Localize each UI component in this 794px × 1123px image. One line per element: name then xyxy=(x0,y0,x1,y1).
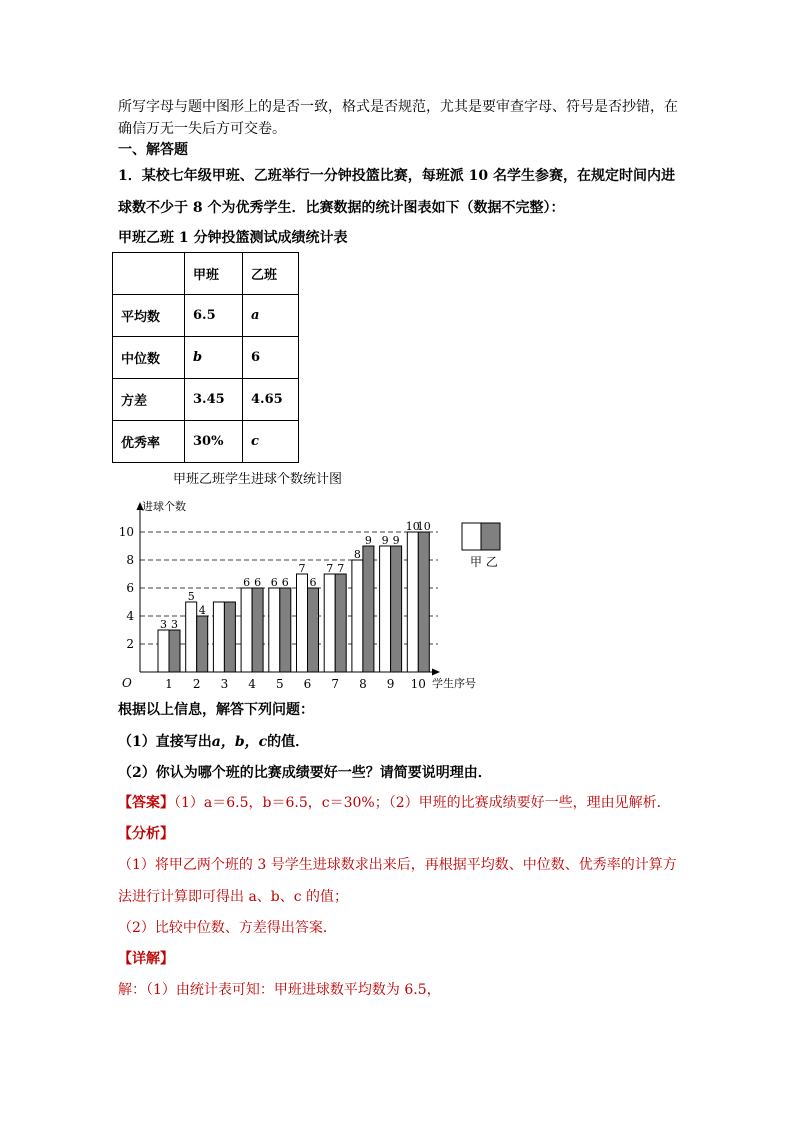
legend-swatch-乙 xyxy=(481,523,500,550)
intro-line-1: 所写字母与题中图形上的是否一致，格式是否规范，尤其是要审查字母、符号是否抄错，在 xyxy=(118,99,678,115)
bar-data-label: 3 xyxy=(171,618,178,631)
table-cell: 方差 xyxy=(113,379,185,421)
table-cell: 6.5 xyxy=(185,295,243,337)
bar-乙 xyxy=(363,546,374,672)
bar-甲 xyxy=(297,574,308,672)
x-tick-label: 1 xyxy=(165,677,173,691)
table-row xyxy=(113,421,299,463)
bar-甲 xyxy=(269,588,280,672)
table-caption: 甲班乙班 1 分钟投篮测试成绩统计表 xyxy=(118,230,348,246)
y-tick-label: 2 xyxy=(126,637,134,651)
x-tick-label: 10 xyxy=(410,677,426,691)
x-tick-label: 9 xyxy=(386,677,395,691)
answer-line xyxy=(118,794,671,812)
table-header-row xyxy=(113,253,299,295)
bar-乙 xyxy=(335,574,346,672)
intro-line-2: 确信万无一失后方可交卷。 xyxy=(118,121,286,137)
bar-乙 xyxy=(252,588,263,672)
x-tick-label: 8 xyxy=(359,677,367,691)
bar-乙 xyxy=(391,546,402,672)
y-tick-label: 8 xyxy=(126,553,134,567)
table-cell: 平均数 xyxy=(113,295,185,337)
bar-data-label: 10 xyxy=(405,520,420,533)
table-cell: b xyxy=(185,337,243,379)
bar-data-label: 6 xyxy=(254,576,262,589)
table-cell: 中位数 xyxy=(113,337,185,379)
table-cell: c xyxy=(243,421,299,463)
table-header-cell: 甲班 xyxy=(185,253,243,295)
bar-data-label: 7 xyxy=(326,562,334,575)
sub-question-1-end: 的值． xyxy=(267,734,310,750)
analysis-tag: 【分析】 xyxy=(118,826,174,842)
y-tick-label: 6 xyxy=(126,581,134,595)
table-row xyxy=(113,379,299,421)
bar-data-label: 9 xyxy=(381,534,389,547)
table-row xyxy=(113,295,299,337)
bar-乙 xyxy=(280,588,291,672)
sub-question-1-vars: a，b，c xyxy=(211,734,268,750)
bar-data-label: 9 xyxy=(392,534,400,547)
bar-data-label: 4 xyxy=(198,604,206,617)
bar-data-label: 5 xyxy=(187,590,195,603)
question-line-2: 球数不少于 8 个为优秀学生．比赛数据的统计图表如下（数据不完整）： xyxy=(118,200,565,216)
bar-乙 xyxy=(197,616,208,672)
bar-甲 xyxy=(324,574,335,672)
x-tick-label: 6 xyxy=(303,677,312,691)
x-axis-arrow xyxy=(432,669,440,676)
section-title: 一、解答题 xyxy=(118,142,188,158)
x-axis-label: 学生序号 xyxy=(432,677,476,690)
bar-乙 xyxy=(169,630,180,672)
legend-label: 甲 乙 xyxy=(470,555,498,569)
bar-乙 xyxy=(308,588,319,672)
chart-title: 甲班乙班学生进球个数统计图 xyxy=(173,472,343,487)
table-header-cell: 乙班 xyxy=(243,253,299,295)
bar-乙 xyxy=(418,532,429,672)
bar-data-label: 6 xyxy=(243,576,251,589)
analysis-line-2: 法进行计算即可得出 a、b、c 的值； xyxy=(118,889,349,905)
bar-乙 xyxy=(224,602,235,672)
bar-data-label: 7 xyxy=(298,562,306,575)
table-cell: 30% xyxy=(185,421,243,463)
y-axis-label: 进球个数 xyxy=(142,500,186,513)
bar-data-label: 8 xyxy=(353,548,361,561)
x-tick-label: 3 xyxy=(220,677,229,691)
x-tick-label: 4 xyxy=(248,677,256,691)
bar-data-label: 9 xyxy=(364,534,372,547)
table-header-cell xyxy=(113,253,185,295)
bar-chart xyxy=(118,494,518,694)
bar-data-label: 3 xyxy=(160,618,167,631)
bar-data-label: 6 xyxy=(309,576,317,589)
bar-data-label: 7 xyxy=(337,562,345,575)
bar-data-label: 6 xyxy=(281,576,289,589)
origin-label: O xyxy=(122,676,132,690)
sub-question-1-text: （1）直接写出 xyxy=(118,734,212,750)
bar-data-label: 10 xyxy=(416,520,431,533)
answer-tag: 【答案】 xyxy=(118,795,174,811)
x-tick-label: 5 xyxy=(275,677,284,691)
bar-甲 xyxy=(407,532,418,672)
y-tick-label: 10 xyxy=(118,525,134,539)
x-tick-label: 2 xyxy=(192,677,201,691)
x-tick-label: 7 xyxy=(331,677,340,691)
answer-text: （1）a＝6.5，b＝6.5，c＝30%；（2）甲班的比赛成绩要好一些，理由见解析． xyxy=(174,795,671,811)
sub-question-2: （2）你认为哪个班的比赛成绩要好一些？请简要说明理由． xyxy=(118,765,492,781)
question-line-1: 1．某校七年级甲班、乙班举行一分钟投篮比赛，每班派 10 名学生参赛，在规定时间内进 xyxy=(118,168,675,184)
bar-甲 xyxy=(213,602,224,672)
legend-swatch-甲 xyxy=(462,523,481,550)
table-cell: 6 xyxy=(243,337,299,379)
bar-甲 xyxy=(158,630,169,672)
detail-line-1: 解：（1）由统计表可知：甲班进球数平均数为 6.5， xyxy=(118,982,441,998)
stats-table xyxy=(112,252,299,463)
bar-甲 xyxy=(380,546,391,672)
detail-tag: 【详解】 xyxy=(118,951,174,967)
bar-甲 xyxy=(352,560,363,672)
info-prompt: 根据以上信息，解答下列问题： xyxy=(118,702,314,718)
table-row xyxy=(113,337,299,379)
table-cell: 3.45 xyxy=(185,379,243,421)
y-tick-label: 4 xyxy=(126,609,134,623)
table-cell: a xyxy=(243,295,299,337)
bar-data-label: 6 xyxy=(270,576,278,589)
analysis-line-3: （2）比较中位数、方差得出答案． xyxy=(118,920,337,936)
table-cell: 4.65 xyxy=(243,379,299,421)
analysis-line-1: （1）将甲乙两个班的 3 号学生进球数求出来后，再根据平均数、中位数、优秀率的计算方 xyxy=(118,857,677,873)
table-cell: 优秀率 xyxy=(113,421,185,463)
bar-甲 xyxy=(241,588,252,672)
sub-question-1 xyxy=(118,733,309,751)
bar-甲 xyxy=(186,602,197,672)
